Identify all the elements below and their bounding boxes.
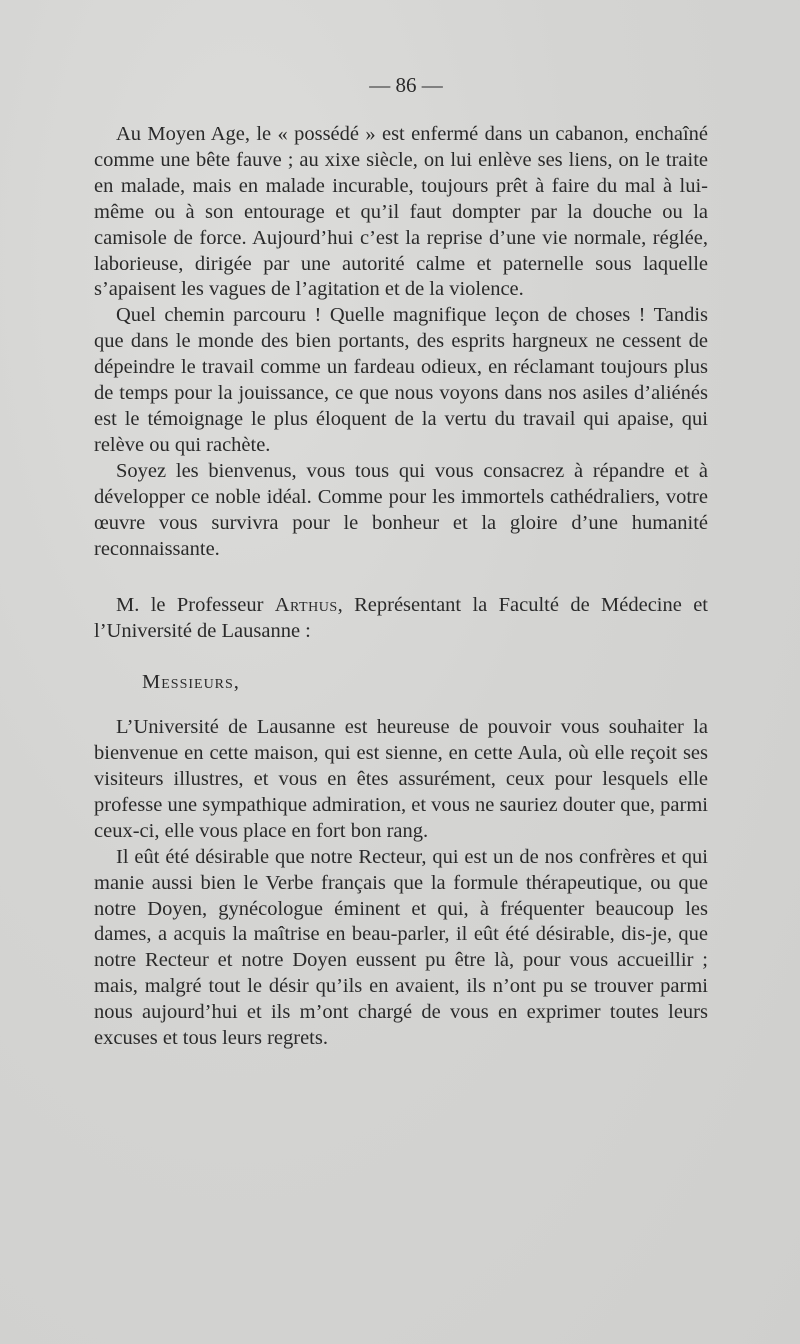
- paragraph-5: Il eût été désirable que notre Recteur, qui est un de nos confrères et qui manie aussi bien le Verbe français que la formule thérapeutique, ou que notre Doyen, gynécologue éminent et qui, à fréquenter beaucoup les dames, a acquis la maîtrise en beau-parler, il eût été désirable, dis-je, que notre Recteur et notre Doyen eussent pu être là, pour vous accueillir ; mais, malgré tout le désir qu’ils en avaient, ils n’ont pu se trouver parmi nous aujourd’hui et ils m’ont chargé de vous en exprimer toutes leurs excuses et tous leurs regrets.: [94, 845, 708, 1050]
- speaker-name: Arthus: [274, 594, 338, 617]
- speaker-prefix: M. le Professeur: [116, 594, 275, 617]
- paragraph-3: Soyez les bienvenus, vous tous qui vous consacrez à répandre et à développer ce noble idéal. Comme pour les immortels cathédraliers, votre œuvre vous survivra pour le bonheur et la gloire d’une humanité reconnaissante.: [94, 459, 708, 560]
- speaker-suffix: , Représentant la Faculté de Médecine et l’Université de Lausanne :: [94, 594, 708, 643]
- address-gap-bottom: [94, 695, 708, 715]
- section-gap: [94, 562, 708, 593]
- page-number: — 86 —: [369, 73, 443, 97]
- paragraph-1: Au Moyen Age, le « possédé » est enfermé dans un cabanon, enchaîné comme une bête fauve ; au xixe siècle, on lui enlève ses liens, on le traite en malade, mais en malade incurable, toujours prêt à faire du mal à lui-même ou à son entourage et qu’il faut dompter par la douche ou la camisole de force. Aujourd’hui c’est la reprise d’une vie normale, réglée, laborieuse, dirigée par une autorité calme et paternelle sous laquelle s’apaisent les vagues de l’agitation et de la violence.: [94, 123, 708, 301]
- salutation: Messieurs,: [142, 671, 240, 694]
- address-gap-top: [94, 645, 708, 669]
- paragraph-4: L’Université de Lausanne est heureuse de pouvoir vous souhaiter la bienvenue en cette maison, qui est sienne, en cette Aula, où elle reçoit ses visiteurs illustres, et vous en êtes assurément, ceux pour lesquels elle professe une sympathique admiration, et vous ne sauriez douter que, parmi ceux-ci, elle vous place en fort bon rang.: [94, 716, 708, 842]
- document-page: [94, 68, 708, 1052]
- paragraph-2: Quel chemin parcouru ! Quelle magnifique leçon de choses ! Tandis que dans le monde des bien portants, des esprits hargneux ne cessent de dépeindre le travail comme un fardeau odieux, en réclamant toujours plus de temps pour la jouissance, ce que nous voyons dans nos asiles d’aliénés est le témoignage le plus éloquent de la vertu du travail qui apaise, qui relève ou qui rachète.: [94, 304, 708, 456]
- speaker-introduction: [94, 593, 708, 645]
